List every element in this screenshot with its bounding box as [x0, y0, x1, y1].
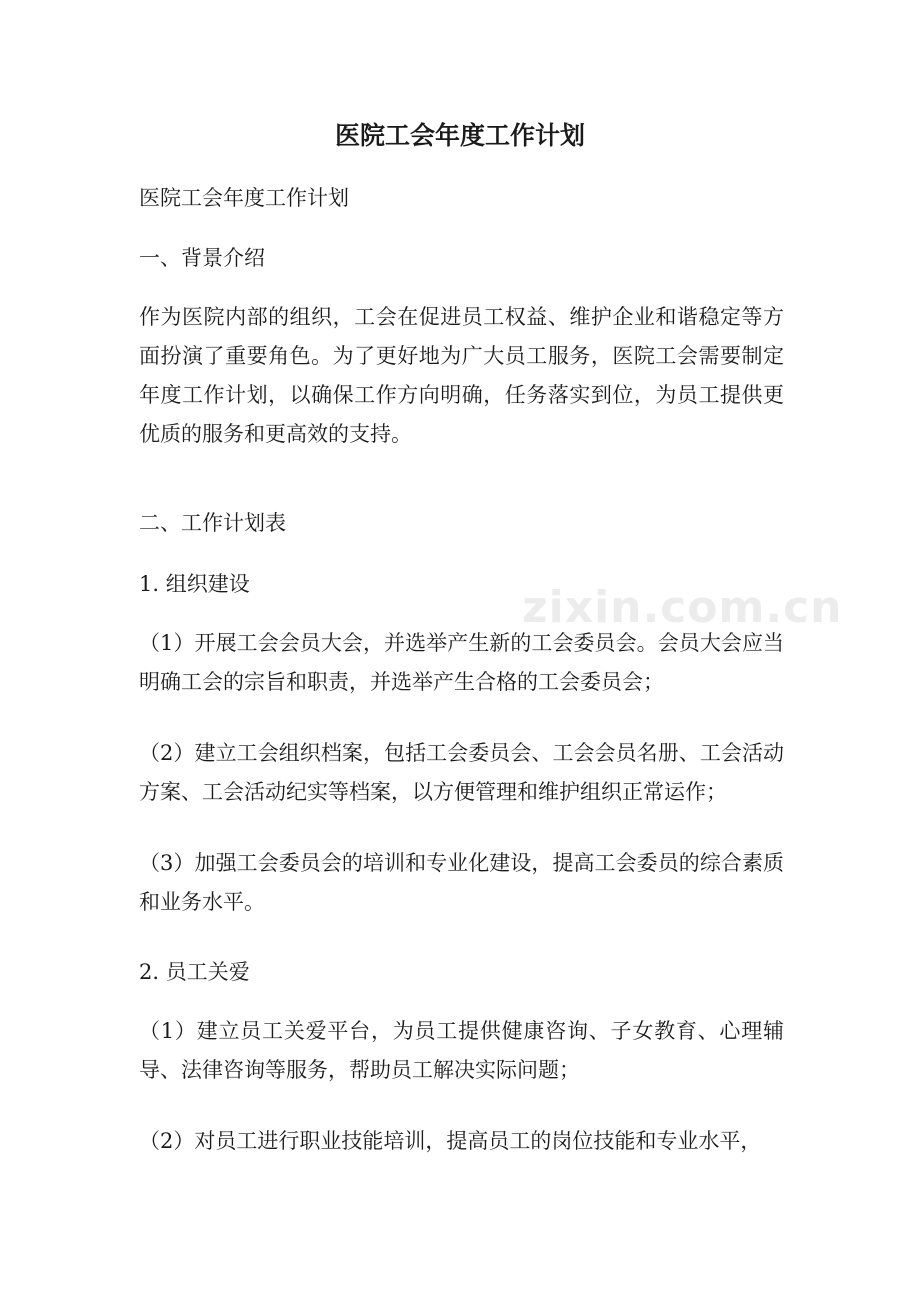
watermark: zixin.com.cn	[522, 582, 843, 633]
item-heading-organization: 1. 组织建设	[139, 572, 250, 596]
item-paragraph-1-1: （1）开展工会会员大会，并选举产生新的工会委员会。会员大会应当明确工会的宗旨和职责，并选举产生合格的工会委员会；	[139, 631, 784, 694]
item-paragraph-1-3: （3）加强工会委员会的培训和专业化建设，提高工会委员的综合素质和业务水平。	[139, 851, 784, 914]
section-body-background: 作为医院内部的组织，工会在促进员工权益、维护企业和谐稳定等方面扮演了重要角色。为了更好地为广大员工服务，医院工会需要制定年度工作计划，以确保工作方向明确，任务落实到位，为员工提供更优质的服务和更高效的支持。	[139, 305, 784, 446]
item-heading-employee-care: 2. 员工关爱	[139, 960, 250, 984]
section-heading-work-plan: 二、工作计划表	[139, 511, 286, 535]
document-title: 医院工会年度工作计划	[334, 121, 585, 150]
item-paragraph-1-2: （2）建立工会组织档案，包括工会委员会、工会会员名册、工会活动方案、工会活动纪实等档案，以方便管理和维护组织正常运作；	[139, 741, 784, 804]
section-heading-background: 一、背景介绍	[139, 246, 265, 270]
document-subtitle: 医院工会年度工作计划	[139, 186, 349, 210]
item-paragraph-2-1: （1）建立员工关爱平台，为员工提供健康咨询、子女教育、心理辅导、法律咨询等服务，帮助员工解决实际问题；	[139, 1019, 784, 1082]
item-paragraph-2-2: （2）对员工进行职业技能培训，提高员工的岗位技能和专业水平，	[139, 1129, 762, 1153]
